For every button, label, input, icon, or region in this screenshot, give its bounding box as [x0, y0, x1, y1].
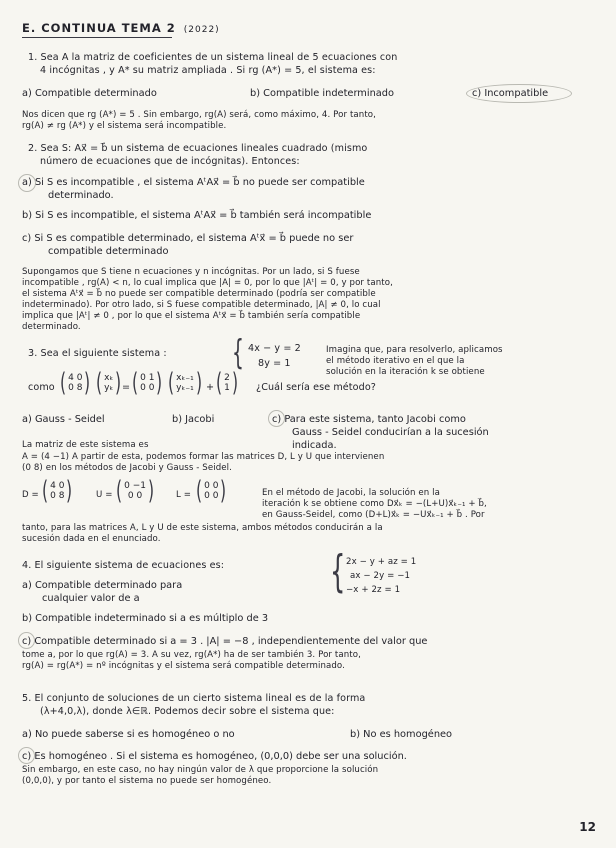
- q2-answer-line-2: incompatible , rg(A) < n, lo cual implica que |A| = 0, por lo que |Aᵗ| = 0, y por tanto,: [22, 278, 393, 288]
- q2-answer-line-6: determinado.: [22, 322, 81, 332]
- q3-matrix-l: ( 0 0 0 0 ): [196, 476, 227, 506]
- q3-vector-b: ( 2 1 ): [216, 368, 239, 398]
- q4-option-b: b) Compatible indeterminado si a es múltiplo de 3: [22, 613, 269, 624]
- title-underline: [22, 37, 172, 38]
- q2-answer-line-5: implica que |Aᵗ| ≠ 0 , por lo que el sistema Aᵗx⃗ = b⃗ también sería compatible: [22, 311, 361, 321]
- q4-option-c: c) Compatible determinado si a = 3 . |A| = −8 , independientemente del valor que: [22, 636, 428, 647]
- q3-equals-sign: =: [122, 382, 131, 393]
- q3-m3-row-2: 0 0: [140, 383, 155, 393]
- q1-statement-line-2: 4 incógnitas , y A* su matriz ampliada . Si rg (A*) = 5, el sistema es:: [40, 65, 376, 76]
- q3-plus-sign: +: [206, 382, 215, 393]
- q3-answer2-line-2: iteración k se obtiene como Dx⃗ₖ = −(L+U)x⃗ₖ₋₁ + b⃗,: [262, 499, 487, 509]
- q3-m2-row-1: xₖ: [104, 373, 114, 383]
- q5-answer-line-1: Sin embargo, en este caso, no hay ningún valor de λ que proporcione la solución: [22, 765, 379, 775]
- q3-system-eq-2: 8y = 1: [258, 358, 291, 369]
- q3-answer2-line-1: En el método de Jacobi, la solución en la: [262, 488, 441, 498]
- q5-option-a: a) No puede saberse si es homogéneo o no: [22, 729, 235, 740]
- q3-answer-line-3: (0 8) en los métodos de Jacobi y Gauss - Seidel.: [22, 463, 232, 473]
- page-number: 12: [579, 820, 596, 834]
- q3-option-c: c) Para este sistema, tanto Jacobi como: [272, 414, 466, 425]
- q3-right-line-2: el método iterativo en el que la: [326, 356, 465, 366]
- title-year: (2022): [183, 25, 220, 35]
- q3-option-c-cont-1: Gauss - Seidel conducirían a la sucesión: [292, 427, 489, 438]
- q4-option-a-line-2: cualquier valor de a: [42, 593, 140, 604]
- q4-option-a-line-1: a) Compatible determinado para: [22, 580, 183, 591]
- q3-matrix-u: ( 0 1 0 0 ): [132, 368, 163, 398]
- q3-d-label: D =: [22, 490, 39, 500]
- q3-right-line-3: solución en la iteración k se obtiene: [326, 367, 485, 377]
- q3-como: como: [28, 382, 55, 393]
- q1-answer-circle: [466, 84, 572, 103]
- q3-m3-row-1: 0 1: [140, 373, 155, 383]
- q4-system-eq-1: 2x − y + az = 1: [346, 557, 417, 567]
- q2-answer-line-3: el sistema Aᵗx⃗ = b⃗ no puede ser compatible determinado (podría ser compatible: [22, 289, 376, 299]
- q3-question: ¿Cuál sería ese método?: [256, 382, 376, 393]
- q3-matrix-d: ( 4 0 0 8 ): [42, 476, 73, 506]
- q3-vector-xk: ( xₖ yₖ ): [96, 368, 122, 398]
- q3-answer-line-2: A = (4 −1) A partir de esta, podemos formar las matrices D, L y U que intervienen: [22, 452, 385, 462]
- q1-option-c: c) Incompatible: [472, 88, 549, 99]
- q3-right-line-1: Imagina que, para resolverlo, aplicamos: [326, 345, 503, 355]
- q3-u-row-2: 0 0: [127, 491, 143, 501]
- q4-system-brace: {: [330, 546, 346, 597]
- q3-answer-line-1: La matriz de este sistema es: [22, 440, 149, 450]
- q3-u-label: U =: [96, 490, 113, 500]
- q3-answer3-line-1: tanto, para las matrices A, L y U de este sistema, ambos métodos conducirán a la: [22, 523, 383, 533]
- q3-m4-row-2: yₖ₋₁: [176, 383, 194, 393]
- q3-answer2-line-3: en Gauss-Seidel, como (D+L)x⃗ₖ = −Ux⃗ₖ₋₁ + b⃗ . Por: [262, 510, 485, 520]
- q3-option-c-cont-2: indicada.: [292, 440, 337, 451]
- q2-option-a-line-1: a) Si S es incompatible , el sistema AᵗAx⃗ = b⃗ no puede ser compatible: [22, 177, 365, 188]
- q3-matrix-coef: ( 4 0 0 8 ): [60, 368, 91, 398]
- q3-m5-row-1: 2: [224, 373, 230, 383]
- q4-system-eq-3: −x + 2z = 1: [346, 585, 401, 595]
- q5-answer-line-2: (0,0,0), y por tanto el sistema no puede ser homogéneo.: [22, 776, 272, 786]
- q4-answer-line-1: tome a, por lo que rg(A) = 3. A su vez, rg(A*) ha de ser también 3. Por tanto,: [22, 650, 361, 660]
- q2-statement-line-2: número de ecuaciones que de incógnitas). Entonces:: [40, 156, 300, 167]
- q3-option-a: a) Gauss - Seidel: [22, 414, 105, 425]
- q3-d-row-2: 0 8: [50, 491, 65, 501]
- q3-matrix-u-decomp: ( 0 −1 0 0 ): [116, 476, 155, 506]
- q3-system-brace: {: [232, 333, 244, 373]
- q2-answer-line-1: Supongamos que S tiene n ecuaciones y n incógnitas. Por un lado, si S fuese: [22, 267, 360, 277]
- q3-m5-row-2: 1: [224, 383, 230, 393]
- title-text: E. CONTINUA TEMA 2: [22, 21, 176, 35]
- q3-l-label: L =: [176, 490, 192, 500]
- q3-d-row-1: 4 0: [50, 481, 65, 491]
- q1-statement-line-1: 1. Sea A la matriz de coeficientes de un sistema lineal de 5 ecuaciones con: [28, 52, 398, 63]
- q2-statement-line-1: 2. Sea S: Ax⃗ = b⃗ un sistema de ecuaciones lineales cuadrado (mismo: [28, 143, 368, 154]
- q4-answer-line-2: rg(A) = rg(A*) = nº incógnitas y el sistema será compatible determinado.: [22, 661, 345, 671]
- q1-answer-line-1: Nos dicen que rg (A*) = 5 . Sin embargo, rg(A) será, como máximo, 4. Por tanto,: [22, 110, 376, 120]
- q3-vector-xk-1: ( xₖ₋₁ yₖ₋₁ ): [168, 368, 202, 398]
- q3-u-row-1: 0 −1: [124, 481, 147, 491]
- page-title: [22, 23, 220, 37]
- q3-intro: 3. Sea el siguiente sistema :: [28, 348, 167, 359]
- q4-system-eq-2: ax − 2y = −1: [350, 571, 411, 581]
- q3-answer3-line-2: sucesión dada en el enunciado.: [22, 534, 161, 544]
- q2-option-b: b) Si S es incompatible, el sistema AᵗAx⃗ = b⃗ también será incompatible: [22, 210, 372, 221]
- q1-option-b: b) Compatible indeterminado: [250, 88, 394, 99]
- q5-statement-line-2: (λ+4,0,λ), donde λ∈ℝ. Podemos decir sobre el sistema que:: [40, 706, 335, 717]
- q1-answer-line-2: rg(A) ≠ rg (A*) y el sistema será incompatible.: [22, 121, 227, 131]
- q3-l-row-2: 0 0: [204, 491, 219, 501]
- q2-option-a-line-2: determinado.: [48, 190, 114, 201]
- q3-m2-row-2: yₖ: [104, 383, 114, 393]
- q3-system-eq-1: 4x − y = 2: [248, 343, 301, 354]
- q1-option-a: a) Compatible determinado: [22, 88, 157, 99]
- q3-m4-row-1: xₖ₋₁: [176, 373, 194, 383]
- q4-intro: 4. El siguiente sistema de ecuaciones es:: [22, 560, 225, 571]
- q3-m1-row-1: 4 0: [68, 373, 83, 383]
- q5-statement-line-1: 5. El conjunto de soluciones de un cierto sistema lineal es de la forma: [22, 693, 366, 704]
- q2-option-c-line-2: compatible determinado: [48, 246, 169, 257]
- q2-option-c-line-1: c) Si S es compatible determinado, el sistema Aᵗx⃗ = b⃗ puede no ser: [22, 233, 354, 244]
- q2-answer-line-4: indeterminado). Por otro lado, si S fuese compatible determinado, |A| ≠ 0, lo cual: [22, 300, 381, 310]
- q3-m1-row-2: 0 8: [68, 383, 83, 393]
- q3-option-b: b) Jacobi: [172, 414, 215, 425]
- q3-l-row-1: 0 0: [204, 481, 219, 491]
- q5-option-c: c) Es homogéneo . Si el sistema es homogéneo, (0,0,0) debe ser una solución.: [22, 751, 407, 762]
- q5-option-b: b) No es homogéneo: [350, 729, 453, 740]
